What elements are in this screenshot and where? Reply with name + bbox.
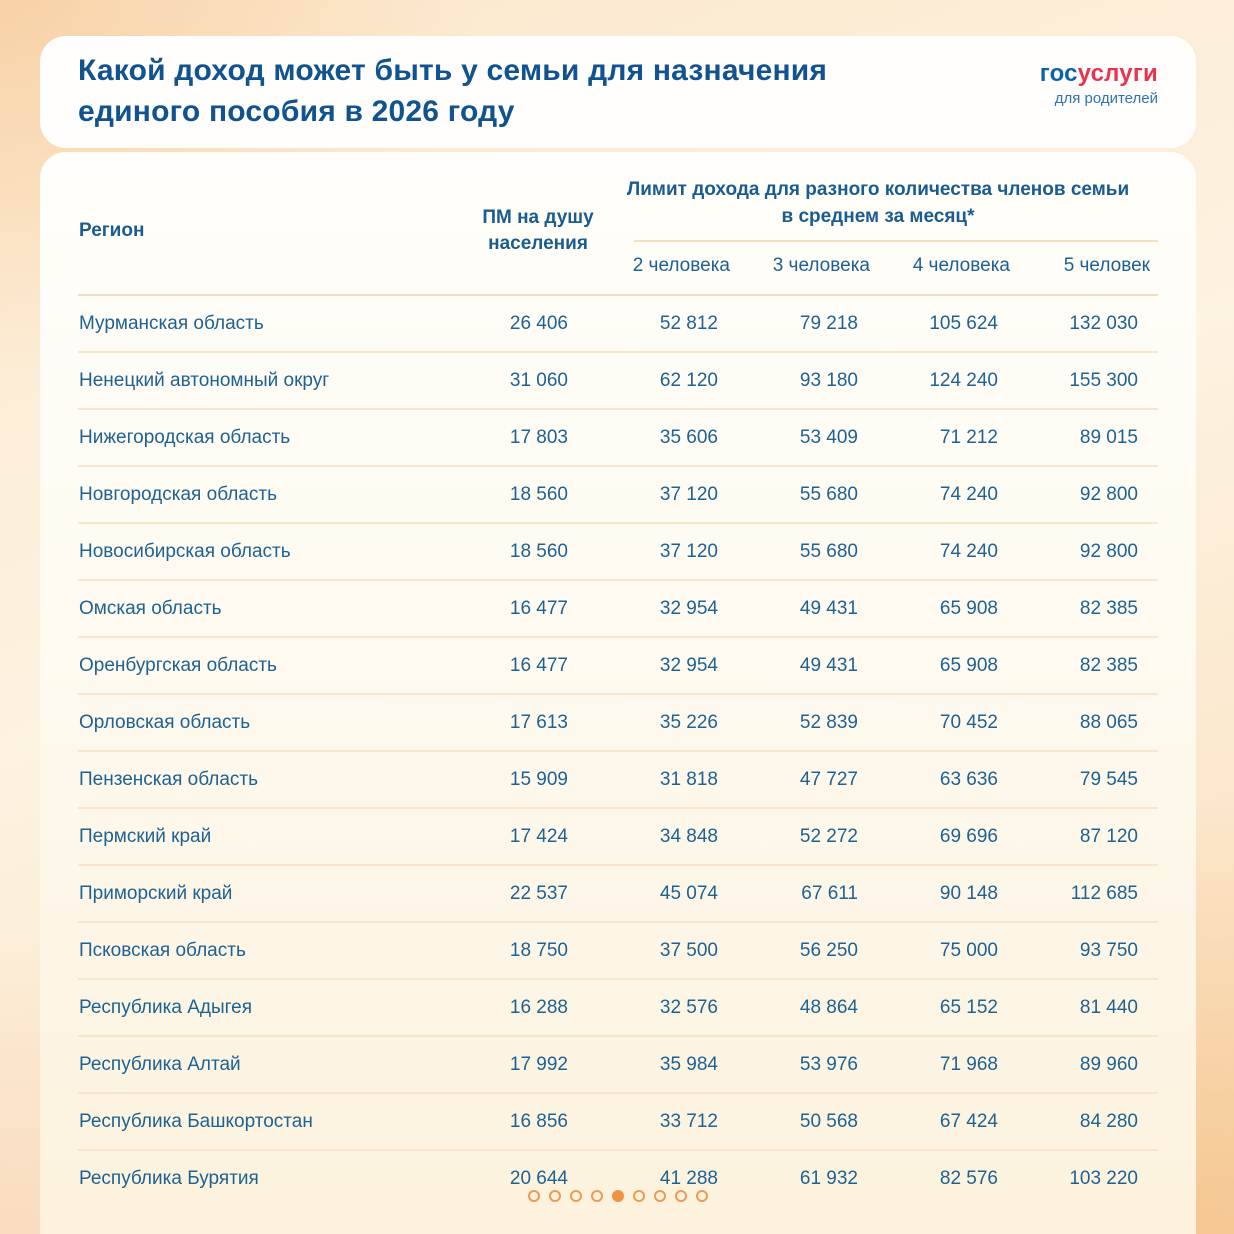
limit-5-persons-cell: 132 030 <box>1069 312 1138 334</box>
pagination-dot[interactable] <box>528 1190 540 1202</box>
limit-5-persons-cell: 92 800 <box>1079 483 1138 505</box>
limit-3-persons-cell: 61 932 <box>799 1167 858 1189</box>
logo-text-gos: гос <box>1039 60 1078 87</box>
region-cell: Новосибирская область <box>79 540 291 562</box>
region-cell: Оренбургская область <box>79 654 277 676</box>
limit-4-persons-cell: 124 240 <box>929 369 998 391</box>
pm-cell: 22 537 <box>509 882 568 904</box>
limit-3-persons-cell: 49 431 <box>799 654 858 676</box>
limit-3-persons-cell: 93 180 <box>799 369 858 391</box>
region-cell: Республика Адыгея <box>79 996 252 1018</box>
pm-cell: 18 560 <box>509 540 568 562</box>
pm-cell: 18 750 <box>509 939 568 961</box>
region-cell: Псковская область <box>79 939 246 961</box>
limit-2-persons-cell: 45 074 <box>659 882 718 904</box>
limit-4-persons-cell: 105 624 <box>929 312 998 334</box>
pagination-dot[interactable] <box>675 1190 687 1202</box>
limit-5-persons-cell: 88 065 <box>1079 711 1138 733</box>
limit-4-persons-cell: 74 240 <box>939 540 998 562</box>
pagination-dots <box>40 1190 1196 1202</box>
limit-4-persons-cell: 69 696 <box>939 825 998 847</box>
pm-cell: 16 856 <box>509 1110 568 1132</box>
table-row <box>78 1036 1158 1093</box>
limit-5-persons-cell: 92 800 <box>1079 540 1138 562</box>
limit-2-persons-cell: 32 576 <box>659 996 718 1018</box>
limit-5-persons-cell: 82 385 <box>1079 597 1138 619</box>
limit-5-persons-cell: 112 685 <box>1070 882 1138 904</box>
limit-5-persons-cell: 81 440 <box>1079 996 1138 1018</box>
pm-cell: 17 992 <box>509 1053 568 1075</box>
limit-2-persons-cell: 35 606 <box>659 426 718 448</box>
limit-3-persons-cell: 49 431 <box>799 597 858 619</box>
limit-4-persons-cell: 65 152 <box>939 996 998 1018</box>
gosuslugi-wordmark <box>1040 61 1158 87</box>
limit-2-persons-cell: 33 712 <box>659 1110 718 1132</box>
region-cell: Мурманская область <box>79 312 264 334</box>
limit-4-persons-cell: 71 968 <box>939 1053 998 1075</box>
group-header-line2: в среднем за месяц* <box>781 206 975 227</box>
region-cell: Республика Бурятия <box>79 1167 259 1189</box>
limit-3-persons-cell: 53 409 <box>799 426 858 448</box>
table-row <box>78 637 1158 694</box>
limit-3-persons-cell: 52 839 <box>799 711 858 733</box>
table-row <box>78 1093 1158 1150</box>
page-title: Какой доход может быть у семьи для назначения единого пособия в 2026 году <box>78 54 828 128</box>
limit-2-persons-cell: 34 848 <box>659 825 718 847</box>
region-cell: Новгородская область <box>79 483 277 505</box>
limit-3-persons-cell: 79 218 <box>799 312 858 334</box>
column-header-3-persons: 3 человека <box>738 242 878 295</box>
table-row <box>78 409 1158 466</box>
column-header-2-persons: 2 человека <box>598 242 738 295</box>
pagination-dot[interactable] <box>591 1190 603 1202</box>
group-header-text <box>598 168 1158 230</box>
column-header-5-persons: 5 человек <box>1018 242 1158 295</box>
limit-4-persons-cell: 71 212 <box>939 426 998 448</box>
group-header-line1: Лимит дохода для разного количества членов семьи <box>626 179 1130 200</box>
table-body <box>78 295 1158 1206</box>
limit-5-persons-cell: 82 385 <box>1079 654 1138 676</box>
limit-3-persons-cell: 67 611 <box>801 882 858 904</box>
limit-3-persons-cell: 56 250 <box>799 939 858 961</box>
table-row <box>78 751 1158 808</box>
limit-3-persons-cell: 55 680 <box>799 483 858 505</box>
limit-4-persons-cell: 82 576 <box>939 1167 998 1189</box>
limit-4-persons-cell: 63 636 <box>939 768 998 790</box>
column-header-4-persons: 4 человека <box>878 242 1018 295</box>
limit-4-persons-cell: 90 148 <box>939 882 998 904</box>
limit-2-persons-cell: 32 954 <box>659 654 718 676</box>
table-row <box>78 580 1158 637</box>
limit-2-persons-cell: 31 818 <box>659 768 718 790</box>
table-row <box>78 922 1158 979</box>
logo-subtitle: для родителей <box>1054 90 1158 107</box>
limit-2-persons-cell: 52 812 <box>659 312 718 334</box>
limit-5-persons-cell: 89 960 <box>1079 1053 1138 1075</box>
limit-3-persons-cell: 48 864 <box>799 996 858 1018</box>
limit-5-persons-cell: 93 750 <box>1079 939 1138 961</box>
pm-cell: 20 644 <box>509 1167 568 1189</box>
limit-5-persons-cell: 89 015 <box>1079 426 1138 448</box>
pm-cell: 16 288 <box>509 996 568 1018</box>
limit-4-persons-cell: 74 240 <box>939 483 998 505</box>
pm-cell: 31 060 <box>509 369 568 391</box>
pm-cell: 16 477 <box>509 654 568 676</box>
limit-2-persons-cell: 62 120 <box>659 369 718 391</box>
table-row <box>78 466 1158 523</box>
region-cell: Республика Алтай <box>79 1053 241 1075</box>
limit-4-persons-cell: 65 908 <box>939 654 998 676</box>
pm-cell: 16 477 <box>509 597 568 619</box>
region-cell: Омская область <box>79 597 222 619</box>
table-row <box>78 523 1158 580</box>
pagination-dot[interactable] <box>570 1190 582 1202</box>
limit-4-persons-cell: 65 908 <box>939 597 998 619</box>
gosuslugi-logo <box>1040 61 1158 107</box>
limit-4-persons-cell: 67 424 <box>939 1110 998 1132</box>
pagination-dot[interactable] <box>612 1190 624 1202</box>
region-cell: Нижегородская область <box>79 426 291 448</box>
limit-5-persons-cell: 155 300 <box>1069 369 1138 391</box>
limit-5-persons-cell: 79 545 <box>1079 768 1138 790</box>
pm-cell: 17 424 <box>509 825 568 847</box>
table-row <box>78 352 1158 409</box>
table-row <box>78 808 1158 865</box>
limit-5-persons-cell: 103 220 <box>1069 1167 1138 1189</box>
logo-text-uslugi: услуги <box>1077 60 1158 87</box>
group-column-header <box>598 168 1158 242</box>
region-cell: Орловская область <box>79 711 251 733</box>
pagination-dot[interactable] <box>549 1190 561 1202</box>
pm-cell: 17 803 <box>509 426 568 448</box>
table-row <box>78 979 1158 1036</box>
region-cell: Республика Башкортостан <box>79 1110 313 1132</box>
limit-2-persons-cell: 32 954 <box>659 597 718 619</box>
column-header-pm: ПМ на душу населения <box>478 168 598 295</box>
limit-2-persons-cell: 35 984 <box>659 1053 718 1075</box>
limit-2-persons-cell: 37 120 <box>659 483 718 505</box>
table-header <box>78 168 1158 295</box>
pagination-dot[interactable] <box>654 1190 666 1202</box>
limit-4-persons-cell: 70 452 <box>939 711 998 733</box>
pm-cell: 17 613 <box>509 711 568 733</box>
limit-5-persons-cell: 84 280 <box>1079 1110 1138 1132</box>
limit-5-persons-cell: 87 120 <box>1079 825 1138 847</box>
pm-cell: 26 406 <box>509 312 568 334</box>
pagination-dot[interactable] <box>633 1190 645 1202</box>
limit-2-persons-cell: 37 120 <box>659 540 718 562</box>
table-row <box>78 694 1158 751</box>
table-row <box>78 295 1158 352</box>
region-cell: Пензенская область <box>79 768 258 790</box>
content-card <box>40 152 1196 1234</box>
limit-3-persons-cell: 55 680 <box>799 540 858 562</box>
pagination-dot[interactable] <box>696 1190 708 1202</box>
header-card <box>40 36 1196 148</box>
limit-3-persons-cell: 47 727 <box>799 768 858 790</box>
limit-4-persons-cell: 75 000 <box>939 939 998 961</box>
region-cell: Приморский край <box>79 882 233 904</box>
limit-3-persons-cell: 50 568 <box>799 1110 858 1132</box>
limit-2-persons-cell: 37 500 <box>659 939 718 961</box>
column-header-region: Регион <box>78 168 478 295</box>
limit-2-persons-cell: 41 288 <box>659 1167 718 1189</box>
region-cell: Ненецкий автономный округ <box>79 369 330 391</box>
limit-3-persons-cell: 53 976 <box>799 1053 858 1075</box>
region-cell: Пермский край <box>79 825 212 847</box>
income-limits-table <box>78 168 1158 1206</box>
table-row <box>78 865 1158 922</box>
pm-cell: 15 909 <box>509 768 568 790</box>
pm-cell: 18 560 <box>509 483 568 505</box>
limit-3-persons-cell: 52 272 <box>799 825 858 847</box>
limit-2-persons-cell: 35 226 <box>659 711 718 733</box>
